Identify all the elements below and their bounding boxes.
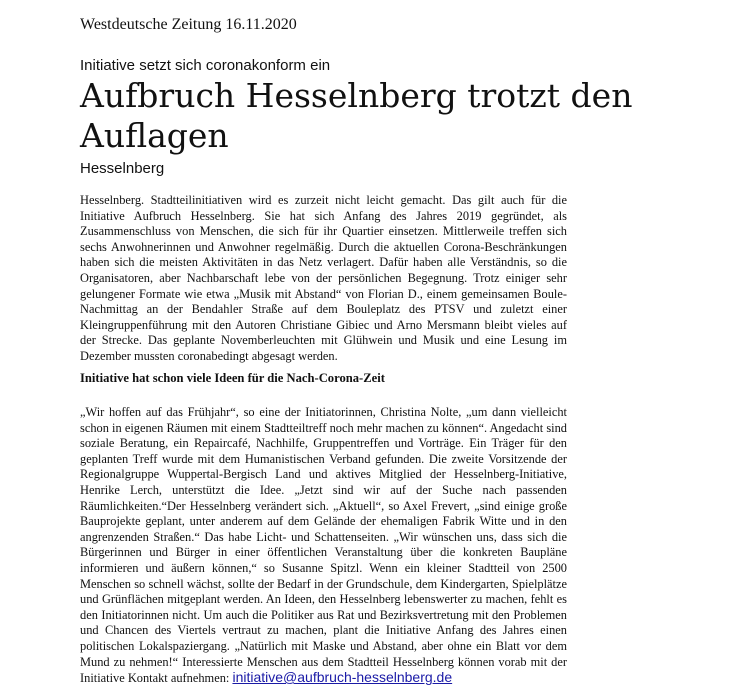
contact-email-link[interactable]: initiative@aufbruch-hesselnberg.de (232, 669, 453, 686)
article-headline: Aufbruch Hesselnberg trotzt den Auflagen (80, 76, 633, 155)
article-subheading: Initiative hat schon viele Ideen für die Nach-Corona-Zeit (80, 371, 385, 385)
article-paragraph-1: Hesselnberg. Stadtteilinitiativen wird es zurzeit nicht leicht gemacht. Das gilt auch für die Initiative Aufbruch Hesselnberg. Sie hat sich Anfang des Jahres 2019 gegründet, als Zusammenschluss von Menschen, die sich für ihr Quartier einsetzen. Mittlerweile treffen sich sechs Anwohnerinnen und Anwohner regelmäßig. Durch die aktuellen Corona-Beschränkungen haben sich die meisten Aktivitäten in das Netz verlagert. Dafür haben alle Verständnis, so die Organisatoren, aber Nachbarschaft lebe von der persönlichen Begegnung. Trotz einiger sehr gelungener Formate wie etwa „Musik mit Abstand“ von Florian D., einem gemeinsamen Boule-Nachmittag an der Bendahler Straße auf dem Bouleplatz des PTSV und zuletzt einer Kleingruppenführung mit den Autoren Christiane Gibiec und Arno Mersmann bleibt vieles auf der Strecke. Das geplante Novemberleuchten mit Glühwein und Musik und eine Lesung im Dezember mussten coronabedingt abgesagt werden. (80, 193, 567, 363)
article-dateline: Hesselnberg (80, 160, 165, 177)
article-kicker: Initiative setzt sich coronakonform ein (80, 57, 331, 74)
newspaper-source-date: Westdeutsche Zeitung 16.11.2020 (80, 16, 297, 33)
article-paragraph-2 (80, 405, 567, 687)
article-paragraph-2-text: „Wir hoffen auf das Frühjahr“, so eine der Initiatorinnen, Christina Nolte, „um dann vielleicht schon in eigenen Räumen mit einem Stadtteiltreff noch mehr machen zu können“. Angedacht sind soziale Beratung, ein Repaircafé, Nachhilfe, Gruppentreffen und Vorträge. Ein Träger für den geplanten Treff wurde mit dem Humanistischen Verband gefunden. Die zweite Vorsitzende der Regionalgruppe Wuppertal-Bergisch Land und aktives Mitglied der Hesselnberg-Initiative, Henrike Lerch, unterstützt die Idee. „Jetzt sind wir auf der Suche nach passenden Räumlichkeiten.“Der Hesselnberg verändert sich. „Aktuell“, so Axel Frevert, „sind einige große Bauprojekte geplant, unter anderem auf dem Gelände der ehemaligen Fabrik Witte und in den angrenzenden Straßen.“ Das habe Licht- und Schattenseiten. „Wir wünschen uns, dass sich die Bürgerinnen und Bürger in einer öffentlichen Veranstaltung über die konkreten Baupläne informieren und äußern können,“ so Susanne Spitzl. Wenn ein kleiner Stadtteil von 2500 Menschen so schnell wächst, sollte der Bedarf in der Grundschule, dem Kindergarten, Spielplätze und Grünflächen mitgeplant werden. An Ideen, den Hesselnberg lebenswerter zu machen, fehlt es den Initiatorinnen nicht. Um auch die Politiker aus Rat und Bezirksvertretung mit den Problemen und Chancen des Viertels vertraut zu machen, plant die Initiative Anfang des Jahres einen politischen Lokalspaziergang. „Natürlich mit Maske und Abstand, aber ohne ein Blatt vor dem Mund zu nehmen!“ Interessierte Menschen aus dem Stadtteil Hesselnberg können vorab mit der Initiative Kontakt aufnehmen: (80, 405, 567, 686)
